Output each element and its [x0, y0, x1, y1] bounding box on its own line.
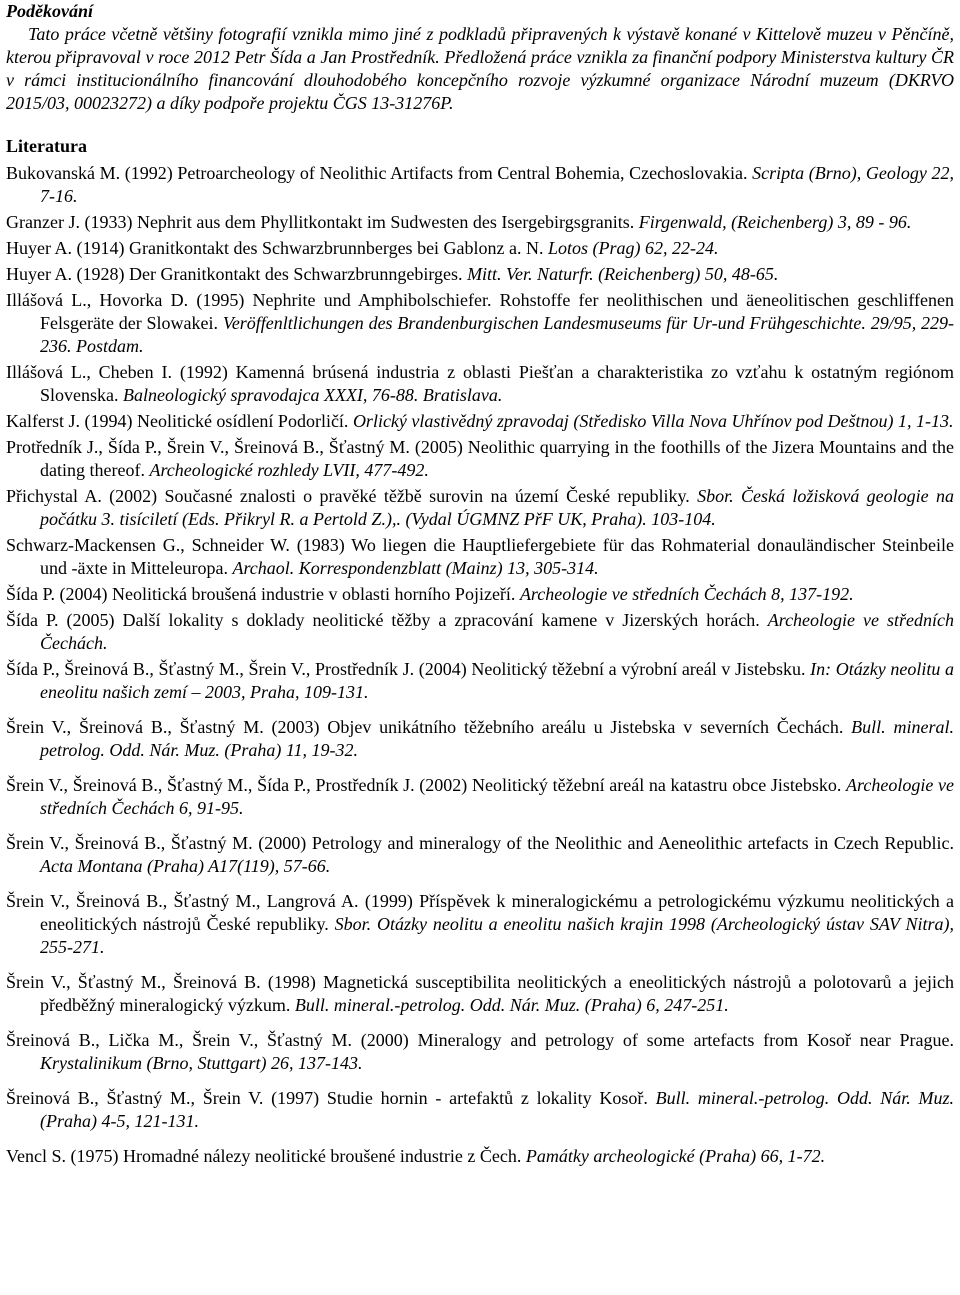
- acknowledgement-text: Tato práce včetně většiny fotografií vznikla mimo jiné z podkladů připravených k výstavě konané v Kittelově muzeu v Pěnčíně, kterou připravoval v roce 2012 Petr Šída a Jan Prostředník. Předložená práce vznikla za finanční podpory Ministerstva kultury ČR v rámci institucionálního financování dlouhodobého koncepčního rozvoje výzkumné organizace Národní muzeum (DKRVO 2015/03, 00023272) a díky podpoře projektu ČGS 13-31276P.: [6, 24, 954, 113]
- reference-source: In: Otázky neolitu a eneolitu našich zemí – 2003, Praha, 109-131.: [40, 659, 955, 702]
- reference-main: Huyer A. (1928) Der Granitkontakt des Schwarzbrunngebirges.: [6, 264, 468, 284]
- reference-main: Šreinová B., Lička M., Šrein V., Šťastný M. (2000) Mineralogy and petrology of some artefacts from Kosoř near Prague.: [6, 1030, 954, 1050]
- reference-item: [6, 263, 954, 286]
- reference-main: Šída P. (2005) Další lokality s doklady neolitické těžby a zpracování kamene v Jizerských horách.: [6, 610, 768, 630]
- reference-item: [6, 1145, 954, 1168]
- reference-source: Archeologie ve středních Čechách 6, 91-95.: [40, 775, 955, 818]
- reference-source: Balneologický spravodajca XXXI, 76-88. Bratislava.: [123, 385, 503, 405]
- reference-list: [6, 162, 954, 1168]
- reference-item: [6, 890, 954, 959]
- reference-main: Vencl S. (1975) Hromadné nálezy neolitické broušené industrie z Čech.: [6, 1146, 526, 1166]
- reference-source: Bull. mineral. petrolog. Odd. Nár. Muz. (Praha) 11, 19-32.: [40, 717, 954, 760]
- reference-source: Sbor. Česká ložisková geologie na počátku 3. tisíciletí (Eds. Přikryl R. a Pertold Z.),. (Vydal ÚGMNZ PřF UK, Praha). 103-104.: [40, 486, 954, 529]
- reference-main: Šrein V., Šreinová B., Šťastný M., Šída P., Prostředník J. (2002) Neolitický těžební areál na katastru obce Jistebsko.: [6, 775, 847, 795]
- reference-source: Orlický vlastivědný zpravodaj (Středisko Villa Nova Uhřínov pod Deštnou) 1, 1-13.: [352, 411, 954, 431]
- reference-main: Kalferst J. (1994) Neolitické osídlení Podorličí.: [6, 411, 353, 431]
- reference-main: Šída P., Šreinová B., Šťastný M., Šrein V., Prostředník J. (2004) Neolitický těžební a výrobní areál v Jistebsku.: [6, 659, 811, 679]
- reference-main: Šrein V., Šreinová B., Šťastný M., Langrová A. (1999) Příspěvek k mineralogickému a petrologickému výzkumu neolitických a eneolitických nástrojů České republiky.: [6, 891, 954, 934]
- reference-source: Krystalinikum (Brno, Stuttgart) 26, 137-143.: [40, 1053, 363, 1073]
- reference-item: [6, 410, 954, 433]
- reference-source: Veröffenltlichungen des Brandenburgischen Landesmuseums für Ur-und Frühgeschichte. 29/95, 229-236. Postdam.: [40, 313, 954, 356]
- reference-item: [6, 832, 954, 878]
- reference-item: [6, 211, 954, 234]
- reference-main: Illášová L., Hovorka D. (1995) Nephrite und Amphibolschiefer. Rohstoffe fer neolithischen und äeneolitischen geschliffenen Felsgeräte der Slowakei.: [6, 290, 954, 333]
- reference-main: Šrein V., Šreinová B., Šťastný M. (2003) Objev unikátního těžebního areálu u Jistebska v severních Čechách.: [6, 717, 852, 737]
- reference-item: [6, 162, 954, 208]
- reference-main: Granzer J. (1933) Nephrit aus dem Phyllitkontakt im Sudwesten des Isergebirgsgranits.: [6, 212, 639, 232]
- reference-source: Acta Montana (Praha) A17(119), 57-66.: [40, 856, 331, 876]
- acknowledgement-heading: Poděkování: [6, 1, 93, 21]
- reference-source: Lotos (Prag) 62, 22-24.: [548, 238, 719, 258]
- reference-source: Památky archeologické (Praha) 66, 1-72.: [525, 1146, 826, 1166]
- reference-item: [6, 774, 954, 820]
- reference-main: Šrein V., Šťastný M., Šreinová B. (1998) Magnetická susceptibilita neolitických a eneolitických nástrojů a polotovarů a jejich předběžný mineralogický výzkum.: [6, 972, 954, 1015]
- reference-item: [6, 716, 954, 762]
- reference-item: [6, 583, 954, 606]
- literature-heading: Literatura: [6, 136, 87, 156]
- reference-source: Bull. mineral.-petrolog. Odd. Nár. Muz. (Praha) 4-5, 121-131.: [40, 1088, 954, 1131]
- reference-main: Přichystal A. (2002) Současné znalosti o pravěké těžbě surovin na území České republiky.: [6, 486, 698, 506]
- reference-item: [6, 609, 954, 655]
- reference-item: [6, 658, 954, 704]
- reference-source: Mitt. Ver. Naturfr. (Reichenberg) 50, 48-65.: [467, 264, 779, 284]
- reference-main: Huyer A. (1914) Granitkontakt des Schwarzbrunnberges bei Gablonz a. N.: [6, 238, 549, 258]
- reference-source: Archeologické rozhledy LVII, 477-492.: [149, 460, 429, 480]
- reference-main: Schwarz-Mackensen G., Schneider W. (1983) Wo liegen die Hauptliefergebiete für das Rohmaterial donauländischer Steinbeile und -äxte in Mitteleuropa.: [6, 535, 954, 578]
- reference-main: Šreinová B., Šťastný M., Šrein V. (1997) Studie hornin - artefaktů z lokality Kosoř.: [6, 1088, 656, 1108]
- reference-source: Archaol. Korrespondenzblatt (Mainz) 13, 305-314.: [232, 558, 599, 578]
- reference-item: [6, 534, 954, 580]
- reference-main: Protředník J., Šída P., Šrein V., Šreinová B., Šťastný M. (2005) Neolithic quarrying in the foothills of the Jizera Mountains and the dating thereof.: [6, 437, 954, 480]
- reference-item: [6, 1029, 954, 1075]
- reference-item: [6, 237, 954, 260]
- reference-item: [6, 1087, 954, 1133]
- reference-item: [6, 361, 954, 407]
- reference-source: Archeologie ve středních Čechách.: [40, 610, 954, 653]
- reference-source: Bull. mineral.-petrolog. Odd. Nár. Muz. (Praha) 6, 247-251.: [294, 995, 729, 1015]
- reference-source: Scripta (Brno), Geology 22, 7-16.: [40, 163, 955, 206]
- reference-item: [6, 971, 954, 1017]
- reference-main: Illášová L., Cheben I. (1992) Kamenná brúsená industria z oblasti Piešťan a charakteristika zo vzťahu k ostatným regiónom Slovenska.: [6, 362, 954, 405]
- reference-item: [6, 289, 954, 358]
- reference-main: Bukovanská M. (1992) Petroarcheology of Neolithic Artifacts from Central Bohemia, Czechoslovakia.: [6, 163, 753, 183]
- reference-item: [6, 436, 954, 482]
- reference-source: Archeologie ve středních Čechách 8, 137-192.: [519, 584, 854, 604]
- reference-source: Firgenwald, (Reichenberg) 3, 89 - 96.: [638, 212, 912, 232]
- reference-main: Šrein V., Šreinová B., Šťastný M. (2000) Petrology and mineralogy of the Neolithic and Aeneolithic artefacts in Czech Republic.: [6, 833, 954, 853]
- reference-source: Sbor. Otázky neolitu a eneolitu našich krajin 1998 (Archeologický ústav SAV Nitra), 255-271.: [40, 914, 954, 957]
- reference-item: [6, 485, 954, 531]
- reference-main: Šída P. (2004) Neolitická broušená industrie v oblasti horního Pojizeří.: [6, 584, 520, 604]
